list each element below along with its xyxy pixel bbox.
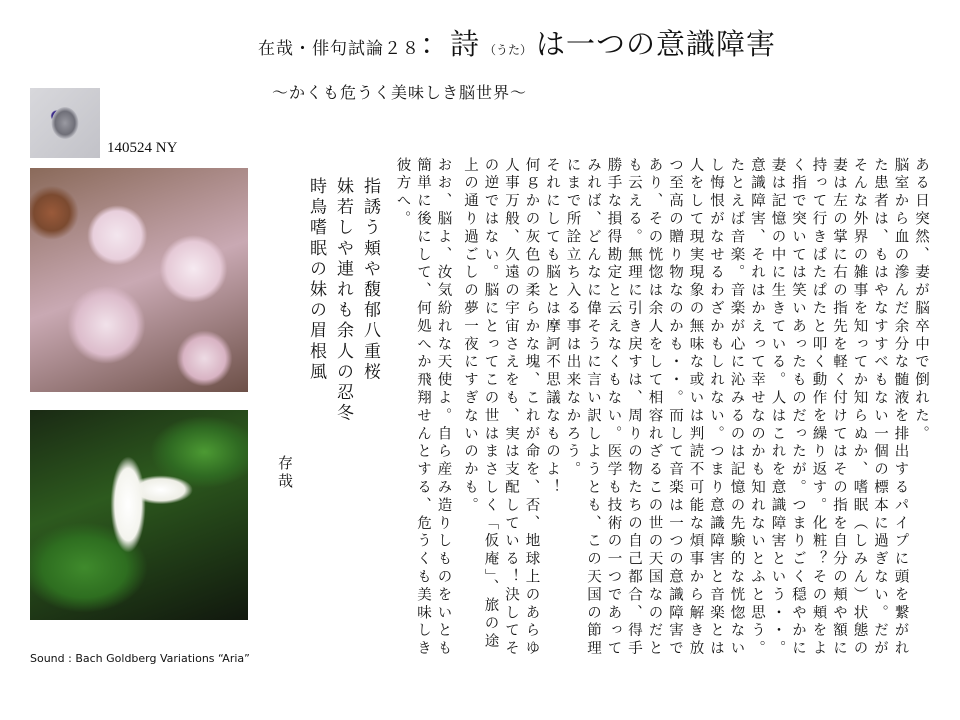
page-subtitle: ～かくも危うく美味しき脳世界～	[272, 83, 528, 102]
essay-line: た患者は、もはやなすすべもない一個の標本に過ぎない。だが	[872, 157, 888, 659]
essay-line: 持って行きぱたぱたと叩く動作を繰り返す。化粧？その頬をよ	[810, 157, 827, 659]
essay-line: 脳室から血の滲んだ余分な髄液を排出するパイプに頭を繋がれ	[892, 157, 909, 659]
essay-line: 勝手な損得勘定と云えなくもない。医学も技術の一つであって	[605, 157, 622, 659]
page-title	[258, 22, 776, 63]
essay-line: 意識障害、それはかえって幸せなのかも知れないとふと思う。	[749, 157, 765, 659]
title-poem: ：詩	[420, 27, 481, 61]
date-label: 140524 NY	[107, 140, 178, 156]
essay-line: 簡単に後にして、何処へか飛翔せんとする、危うくも美味しき	[415, 157, 431, 659]
essay-line: 妻は左の掌に右の指先を軽く付けてはその指を自分の頬や額に	[831, 157, 847, 659]
essay-line: あり、その恍惚は余人をして相容れざるこの世の天国なのだと	[646, 157, 663, 659]
essay-line: たとえば音楽。音楽が心に沁みるのは記憶の先験的な恍惚ない	[728, 157, 745, 659]
essay-line: 人事万般、久遠の宇宙さえをも、実は支配している！決してそ	[503, 157, 519, 659]
essay-line: 彼方へ。	[394, 157, 411, 229]
essay-line: 何ｇかの灰色の柔らかな塊、これが命を、否、地球上のあらゆ	[523, 157, 540, 659]
essay-line: く指で突いては笑いあったものだったが。つまりごく穏やかに	[790, 157, 806, 659]
haiku-line: 指誘う頬や馥郁八重桜	[360, 177, 380, 383]
essay-line: にまで所詮立ち入る事は出来なかろう。	[564, 157, 581, 480]
haiku-line: 時鳥嗜眠の妹の眉根風	[306, 177, 326, 383]
essay-line: し悔恨がなせるわざかもしれない。つまり意識障害と音楽とは	[708, 157, 724, 659]
essay-line: 上の通り過ごしの夢一夜にすぎないのかも。	[462, 157, 478, 515]
cherry-blossom-photo	[30, 168, 248, 392]
title-main: は一つの意識障害	[536, 27, 777, 61]
essay-line: みれば、どんなに偉そうに言い訳しようとも、この天国の節理	[585, 157, 601, 659]
essay-line: そんな外界の雑事を知ってか知らぬか、嗜眠（しみん）状態の	[851, 157, 868, 659]
essay-line: それにしても脳とは摩訶不思議なものよ！	[544, 157, 560, 498]
haiku-line: 妹若しや連れも余人の忍冬	[333, 177, 353, 425]
essay-line: も云える。無理に引き戻すは、周りの物たちの自己都合、得手	[626, 157, 642, 659]
author-signature: 存哉	[276, 455, 294, 491]
title-series: 在哉・俳句試論２８	[258, 39, 420, 59]
honeysuckle-photo	[30, 410, 248, 620]
essay-line: ある日突然、妻が脳卒中で倒れた。	[913, 157, 929, 444]
essay-line: の逆ではない。脳にとってこの世はまさしく「仮庵」、旅の途	[482, 157, 499, 651]
essay-line: おお、脳よ、汝気紛れな天使よ。自ら産み造りしものをいとも	[435, 157, 452, 659]
essay-text	[392, 157, 931, 677]
title-ruby: （うた）	[484, 43, 533, 57]
essay-line: 人をして現実現象の無味な或いは判読不可能な煩事から解き放	[687, 157, 704, 659]
haiku	[302, 177, 383, 437]
essay-line: 妻は記憶の中に生きている。人はこれを意識障害という・・。	[769, 157, 786, 659]
turtle-brooch-image	[30, 88, 100, 158]
essay-line: つ至高の贈り物なのかも・・。而して音楽は一つの意識障害で	[667, 157, 683, 659]
sound-credit: Sound : Bach Goldberg Variations “Aria”	[30, 652, 250, 665]
